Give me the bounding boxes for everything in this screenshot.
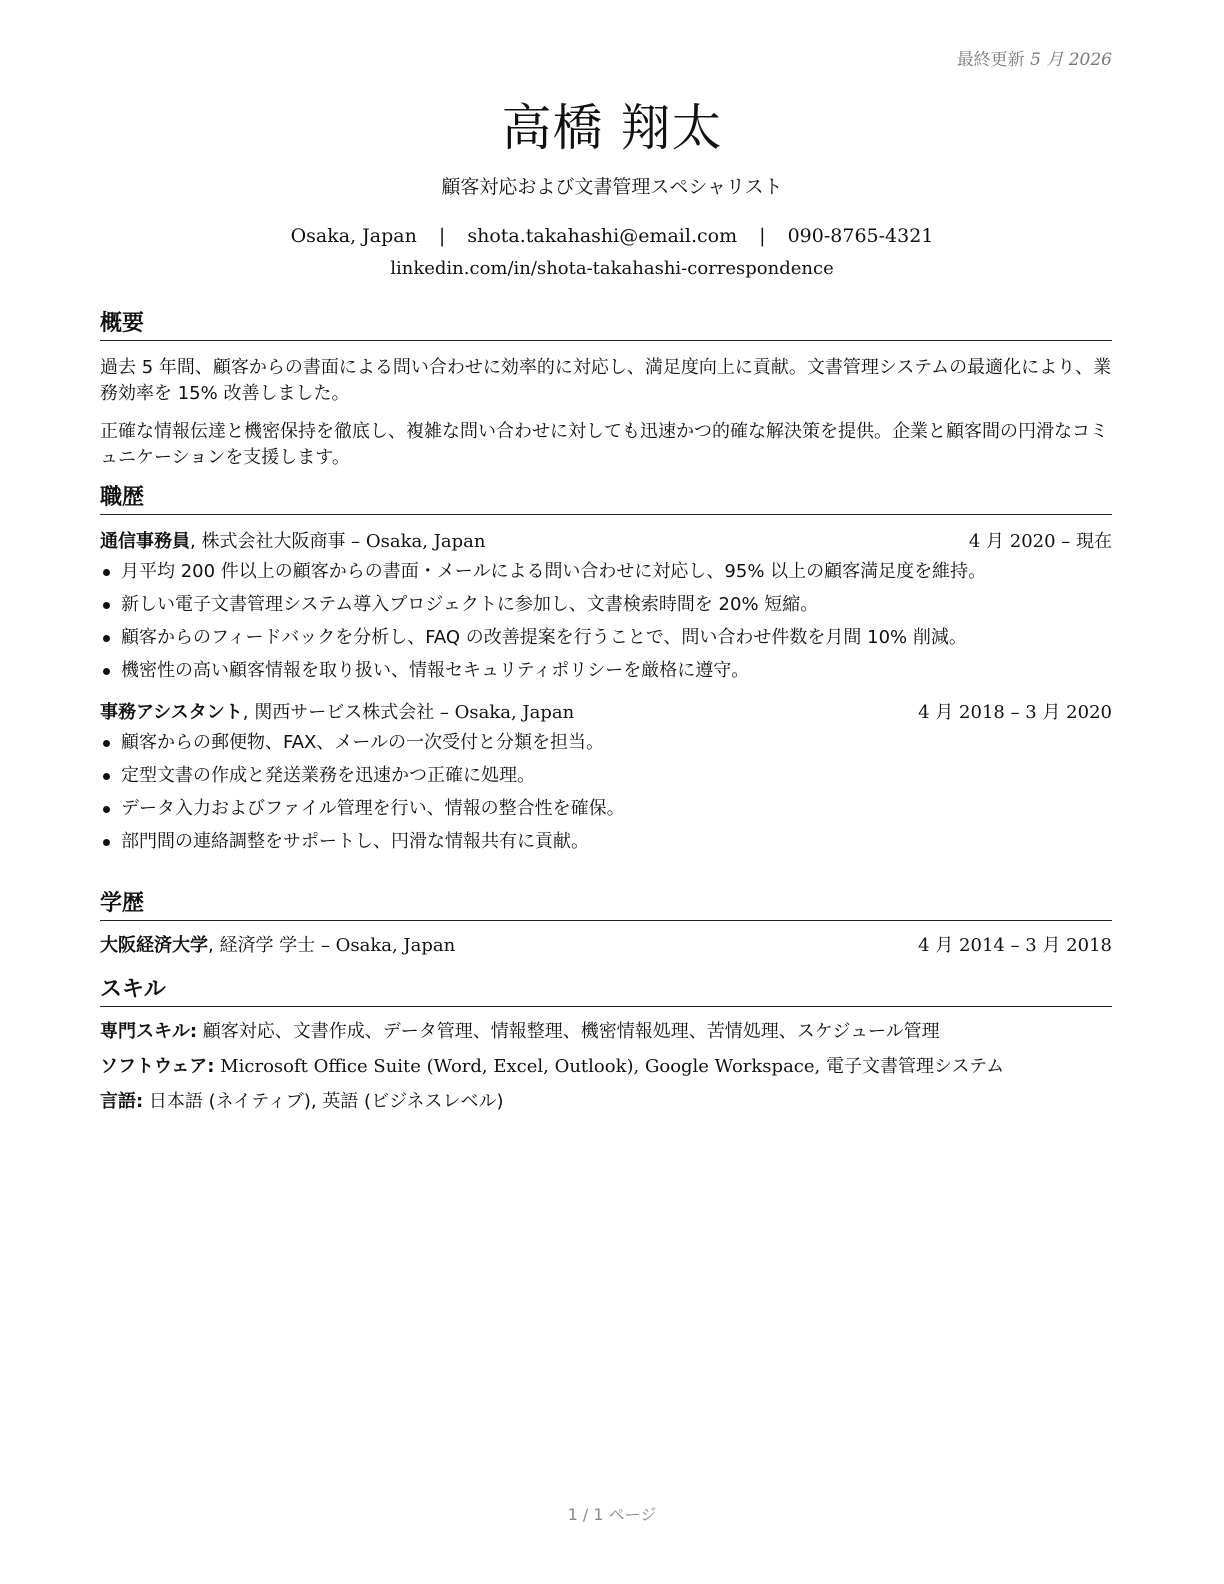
job-bullets (100, 559, 1112, 684)
job-role: 事務アシスタント (100, 702, 243, 723)
section-title-skills: スキル (100, 976, 1112, 1007)
list-item: 顧客からのフィードバックを分析し、FAQ の改善提案を行うことで、問い合わせ件数を月間 10% 削減。 (100, 625, 1112, 651)
contact-linkedin[interactable]: linkedin.com/in/shota-takahashi-correspondence (390, 258, 834, 279)
last-updated-year: 2026 (1068, 50, 1112, 70)
skill-value: 日本語 (ネイティブ), 英語 (ビジネスレベル) (143, 1091, 504, 1112)
skill-value: 顧客対応、文書作成、データ管理、情報整理、機密情報処理、苦情処理、スケジュール管理 (197, 1021, 940, 1042)
job-entry (100, 700, 1112, 855)
job-company: , 関西サービス株式会社 (242, 702, 435, 723)
skill-label: ソフトウェア: (100, 1056, 215, 1077)
experience-section (100, 484, 1112, 862)
contact-line (0, 225, 1224, 247)
education-school: 大阪経済大学 (100, 935, 208, 956)
education-section (100, 890, 1112, 959)
skill-line (100, 1089, 1112, 1115)
skill-line (100, 1019, 1112, 1045)
job-location: – Osaka, Japan (434, 702, 575, 723)
job-company: , 株式会社大阪商事 (190, 531, 346, 552)
contact-email[interactable]: shota.takahashi@email.com (467, 225, 738, 247)
education-location: – Osaka, Japan (315, 935, 456, 956)
last-updated-label: 最終更新 (956, 50, 1025, 70)
page-indicator: 1 / 1 ページ (567, 1505, 657, 1524)
education-entry (100, 933, 1112, 959)
list-item: 顧客からの郵便物、FAX、メールの一次受付と分類を担当。 (100, 730, 1112, 756)
section-title-education: 学歴 (100, 890, 1112, 921)
contact-location: Osaka, Japan (290, 225, 417, 247)
job-dates: 4 月 2020 – 現在 (968, 531, 1112, 552)
person-name: 高橋 翔太 (501, 99, 723, 157)
skill-label: 言語: (100, 1091, 144, 1112)
job-bullets (100, 730, 1112, 855)
contact-separator: | (438, 225, 446, 247)
summary-paragraph: 過去 5 年間、顧客からの書面による問い合わせに効率的に対応し、満足度向上に貢献。文書管理システムの最適化により、業務効率を 15% 改善しました。 (100, 357, 1112, 404)
job-header (100, 529, 1112, 555)
education-dates: 4 月 2014 – 3 月 2018 (918, 935, 1112, 956)
list-item: データ入力およびファイル管理を行い、情報の整合性を確保。 (100, 796, 1112, 822)
section-title-summary: 概要 (100, 310, 1112, 341)
summary-section (100, 310, 1112, 471)
skills-section (100, 976, 1112, 1124)
job-header (100, 700, 1112, 726)
list-item: 月平均 200 件以上の顧客からの書面・メールによる問い合わせに対応し、95% 以上の顧客満足度を維持。 (100, 559, 1112, 585)
last-updated-month: 5 月 (1030, 50, 1064, 70)
job-dates: 4 月 2018 – 3 月 2020 (918, 702, 1112, 723)
contact-phone[interactable]: 090-8765-4321 (787, 225, 934, 247)
list-item: 機密性の高い顧客情報を取り扱い、情報セキュリティポリシーを厳格に遵守。 (100, 658, 1112, 684)
summary-paragraph: 正確な情報伝達と機密保持を徹底し、複雑な問い合わせに対しても迅速かつ的確な解決策を提供。企業と顧客間の円滑なコミュニケーションを支援します。 (100, 421, 1108, 468)
last-updated (957, 45, 1112, 70)
contact-separator: | (759, 225, 766, 247)
job-entry (100, 529, 1112, 684)
list-item: 部門間の連絡調整をサポートし、円滑な情報共有に貢献。 (100, 829, 1112, 855)
job-location: – Osaka, Japan (345, 531, 486, 552)
education-degree: , 経済学 学士 (208, 935, 316, 956)
list-item: 新しい電子文書管理システム導入プロジェクトに参加し、文書検索時間を 20% 短縮。 (100, 592, 1112, 618)
skill-line (100, 1054, 1112, 1080)
skill-value: Microsoft Office Suite (Word, Excel, Outlook), Google Workspace, 電子文書管理システム (214, 1056, 1005, 1077)
headline: 顧客対応および文書管理スペシャリスト (441, 176, 783, 198)
skill-label: 専門スキル: (100, 1021, 198, 1042)
section-title-experience: 職歴 (100, 484, 1112, 515)
list-item: 定型文書の作成と発送業務を迅速かつ正確に処理。 (100, 763, 1112, 789)
job-role: 通信事務員 (100, 531, 190, 552)
